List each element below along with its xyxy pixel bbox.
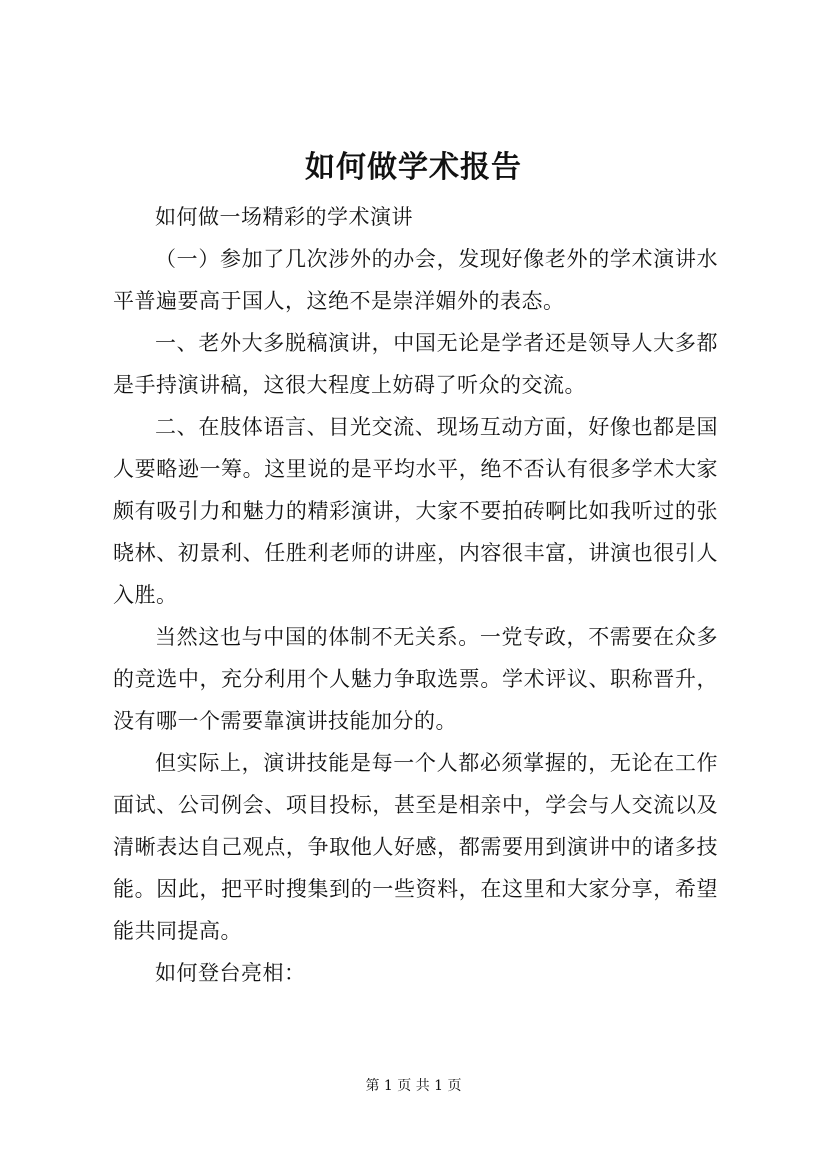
paragraph: （一）参加了几次涉外的办会，发现好像老外的学术演讲水平普遍要高于国人，这绝不是崇洋媚外的表态。 <box>113 247 718 313</box>
paragraph: 但实际上，演讲技能是每一个人都必须掌握的，无论在工作面试、公司例会、项目投标，甚至是相亲中，学会与人交流以及清晰表达自己观点，争取他人好感，都需要用到演讲中的诸多技能。因此，把平时搜集到的一些资料，在这里和大家分享，希望能共同提高。 <box>113 751 718 943</box>
paragraph: 当然这也与中国的体制不无关系。一党专政，不需要在众多的竞选中，充分利用个人魅力争取选票。学术评议、职称晋升，没有哪一个需要靠演讲技能加分的。 <box>113 625 718 733</box>
document-body <box>113 196 718 994</box>
paragraph: 如何登台亮相： <box>155 961 306 985</box>
paragraph: 一、老外大多脱稿演讲，中国无论是学者还是领导人大多都是手持演讲稿，这很大程度上妨碍了听众的交流。 <box>113 331 718 397</box>
page-footer: 第 1 页 共 1 页 <box>365 1078 462 1094</box>
paragraph: 如何做一场精彩的学术演讲 <box>155 205 413 229</box>
document-title: 如何做学术报告 <box>305 150 522 185</box>
paragraph: 二、在肢体语言、目光交流、现场互动方面，好像也都是国人要略逊一筹。这里说的是平均水平，绝不否认有很多学术大家颇有吸引力和魅力的精彩演讲，大家不要拍砖啊比如我听过的张晓林、初景利、任胜利老师的讲座，内容很丰富，讲演也很引人入胜。 <box>113 415 718 607</box>
